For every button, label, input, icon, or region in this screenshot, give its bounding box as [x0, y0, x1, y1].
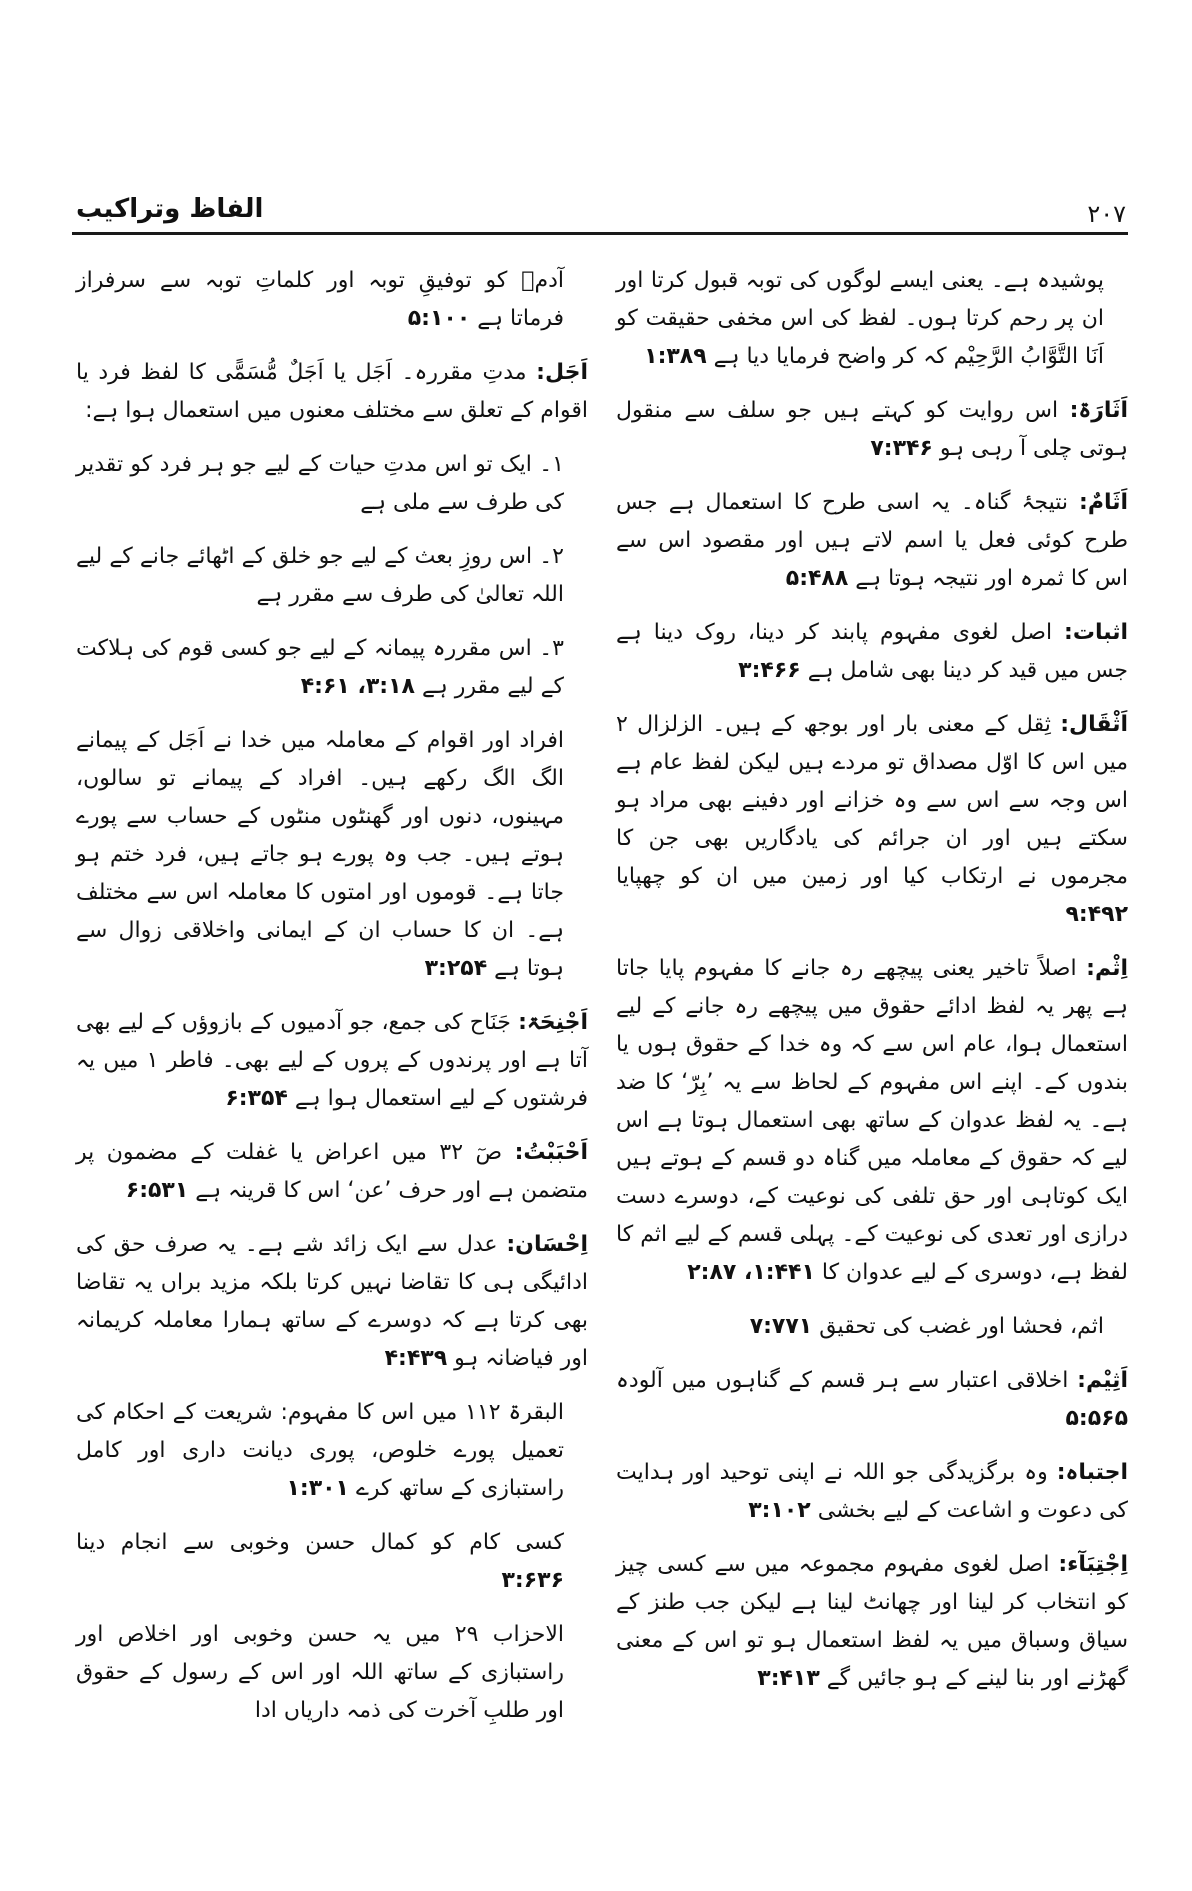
entry-reference: ۳:۱۸، ۴:۶۱ [300, 674, 415, 699]
entry-reference: ۳:۴۶۶ [738, 658, 801, 683]
entry-term: اَجْنِحَۃ: [518, 1010, 588, 1035]
entry-term: اَجَل: [536, 360, 588, 385]
entry-term: اجتباہ: [1056, 1460, 1129, 1485]
entry-text: اصل لغوی مفہوم مجموعہ میں سے کسی چیز کو انتخاب کر لینا اور چھانٹ لینا ہے لیکن جب طنز کے سیاق وسباق میں یہ لفظ استعمال ہو تو اس کے معنی گھڑنے اور بنا لینے کے ہو جائیں گے [616, 1552, 1128, 1691]
glossary-entry [616, 1454, 1128, 1530]
glossary-entry [616, 1362, 1128, 1438]
entry-term: اَثْقَال: [1060, 712, 1129, 737]
entry-term: اَحْبَبْتُ: [514, 1140, 589, 1165]
glossary-entry [76, 630, 588, 706]
left-column [76, 262, 588, 1746]
right-column [616, 262, 1128, 1714]
entry-reference: ۷:۷۷۱ [749, 1314, 813, 1339]
entry-text: نتیجۂ گناہ۔ یہ اسی طرح کا استعمال ہے جس طرح کوئی فعل یا اسم لاتے ہیں اور مقصود اس سے اس کا ثمرہ اور نتیجہ ہوتا ہے [616, 490, 1128, 591]
entry-reference: ۱:۳۸۹ [644, 344, 707, 369]
entry-text: پوشیدہ ہے۔ یعنی ایسے لوگوں کی توبہ قبول کرتا اور ان پر رحم کرتا ہوں۔ لفظ کی اس مخفی حقیقت کو اَنَا التَّوَّابُ الرَّحِیْم کہ کر واضح فرمایا دیا ہے [616, 268, 1104, 369]
glossary-entry [76, 1134, 588, 1210]
entry-text: اصل لغوی مفہوم پابند کر دینا، روک دینا ہے جس میں قید کر دینا بھی شامل ہے [616, 620, 1128, 683]
entry-text: البقرۃ ۱۱۲ میں اس کا مفہوم: شریعت کے احکام کی تعمیل پورے خلوص، پوری دیانت داری اور کامل راستبازی کے ساتھ کرے [76, 1400, 564, 1501]
entry-text: صٓ ۳۲ میں اعراض یا غفلت کے مضمون پر متضمن ہے اور حرف ’عن‘ اس کا قرینہ ہے [76, 1140, 588, 1203]
glossary-entry [76, 446, 588, 522]
glossary-entry [76, 1226, 588, 1378]
glossary-entry [616, 706, 1128, 934]
glossary-entry [76, 1394, 588, 1508]
entry-text: ۱۔ ایک تو اس مدتِ حیات کے لیے جو ہر فرد کو تقدیر کی طرف سے ملی ہے [76, 452, 564, 515]
glossary-entry [616, 614, 1128, 690]
entry-term: اثبات: [1064, 620, 1128, 645]
entry-reference: ۵:۴۸۸ [785, 566, 849, 591]
entry-text: وہ برگزیدگی جو اللہ نے اپنی توحید اور ہدایت کی دعوت و اشاعت کے لیے بخشی [616, 1460, 1128, 1523]
entry-reference: ۳:۱۰۲ [748, 1498, 811, 1523]
entry-term: اَثَارَۃ: [1069, 398, 1128, 423]
entry-reference: ۱:۴۴۱، ۲:۸۷ [687, 1260, 815, 1285]
glossary-entry [76, 1004, 588, 1118]
running-header [72, 192, 1128, 232]
glossary-entry [616, 950, 1128, 1292]
glossary-entry [76, 538, 588, 614]
glossary-entry [76, 1616, 588, 1730]
glossary-entry [616, 1308, 1128, 1346]
glossary-entry [616, 484, 1128, 598]
entry-reference: ۶:۵۳۱ [125, 1178, 189, 1203]
entry-text: کسی کام کو کمال حسن وخوبی سے انجام دینا [76, 1530, 564, 1555]
entry-reference: ۴:۴۳۹ [384, 1346, 448, 1371]
running-title: الفاظ وتراکیب [76, 194, 264, 224]
entry-text: ۳۔ اس مقررہ پیمانہ کے لیے جو کسی قوم کی ہلاکت کے لیے مقرر ہے [76, 636, 564, 699]
entry-text: جَنَاح کی جمع، جو آدمیوں کے بازوؤں کے لیے بھی آتا ہے اور پرندوں کے پروں کے لیے بھی۔ فاطر ۱ میں یہ فرشتوں کے لیے استعمال ہوا ہے [76, 1010, 588, 1111]
entry-text: ثِقل کے معنی بار اور بوجھ کے ہیں۔ الزلزال ۲ میں اس کا اوّل مصداق تو مردے ہیں لیکن لفظ عام ہے اس وجہ سے اس سے وہ خزانے اور دفینے بھی مراد ہو سکتے ہیں اور ان جرائم کی یادگاریں بھی جن کا مجرموں نے ارتکاب کیا اور زمین میں ان کو چھپایا [616, 712, 1128, 889]
entry-reference: ۵:۵۶۵ [1065, 1406, 1128, 1431]
header-rule [72, 232, 1128, 235]
entry-term: اِثْم: [1086, 956, 1128, 981]
entry-reference: ۱:۳۰۱ [286, 1476, 349, 1501]
entry-reference: ۹:۴۹۲ [1065, 902, 1128, 927]
entry-term: اَثَامٌ: [1079, 490, 1128, 515]
entry-text: اصلاً تاخیر یعنی پیچھے رہ جانے کا مفہوم پایا جاتا ہے پھر یہ لفظ ادائے حقوق میں پیچھے رہ جانے کے لیے استعمال ہوا، عام اس سے کہ وہ خدا کے حقوق ہوں یا بندوں کے۔ اپنے اس مفہوم کے لحاظ سے یہ ’بِرّ‘ کا ضد ہے۔ یہ لفظ عدوان کے ساتھ بھی استعمال ہوتا ہے اس لیے کہ حقوق کے معاملہ میں گناہ دو قسم کے ہوتے ہیں ایک کوتاہی اور حق تلفی کی نوعیت کے، دوسرے دست درازی اور تعدی کی نوعیت کے۔ پہلی قسم کے لیے اثم کا لفظ ہے، دوسری کے لیے عدوان کا [616, 956, 1128, 1285]
entry-term: اَثِیْم: [1077, 1368, 1128, 1393]
glossary-entry [76, 722, 588, 988]
glossary-entry [616, 1546, 1128, 1698]
entry-text: مدتِ مقررہ۔ اَجَل یا اَجَلٌ مُّسَمًّی کا لفظ فرد یا اقوام کے تعلق سے مختلف معنوں میں استعمال ہوا ہے: [76, 360, 588, 423]
entry-reference: ۵:۱۰۰ [407, 306, 471, 331]
glossary-entry [616, 392, 1128, 468]
glossary-entry [76, 1524, 588, 1600]
entry-term: اِجْتِبَآء: [1058, 1552, 1128, 1577]
entry-text: اس روایت کو کہتے ہیں جو سلف سے منقول ہوتی چلی آ رہی ہو [616, 398, 1128, 461]
entry-text: اثم، فحشا اور غضب کی تحقیق [819, 1314, 1104, 1339]
entry-reference: ۷:۳۴۶ [870, 436, 933, 461]
entry-text: افراد اور اقوام کے معاملہ میں خدا نے اَجَل کے پیمانے الگ الگ رکھے ہیں۔ افراد کے پیمانے تو سالوں، مہینوں، دنوں اور گھنٹوں منٹوں کے حساب سے پورے ہوتے ہیں۔ جب وہ پورے ہو جاتے ہیں، فرد ختم ہو جاتا ہے۔ قوموں اور امتوں کا معاملہ اس سے مختلف ہے۔ ان کا حساب ان کے ایمانی واخلاقی زوال سے ہوتا ہے [76, 728, 564, 981]
entry-reference: ۳:۴۱۳ [757, 1666, 820, 1691]
entry-reference: ۶:۳۵۴ [225, 1086, 288, 1111]
page-number: ۲۰۷ [1087, 200, 1126, 228]
entry-text: آدمؑ کو توفیقِ توبہ اور کلماتِ توبہ سے سرفراز فرماتا ہے [76, 268, 564, 331]
glossary-entry [616, 262, 1128, 376]
entry-reference: ۳:۶۳۶ [501, 1568, 564, 1593]
entry-text: ۲۔ اس روزِ بعث کے لیے جو خلق کے اٹھائے جانے کے لیے اللہ تعالیٰ کی طرف سے مقرر ہے [76, 544, 564, 607]
glossary-entry [76, 354, 588, 430]
entry-text: عدل سے ایک زائد شے ہے۔ یہ صرف حق کی ادائیگی ہی کا تقاضا نہیں کرتا بلکہ مزید براں یہ تقاضا بھی کرتا ہے کہ دوسرے کے ساتھ ہمارا معاملہ کریمانہ اور فیاضانہ ہو [76, 1232, 588, 1371]
entry-term: اِحْسَان: [506, 1232, 588, 1257]
entry-reference: ۳:۲۵۴ [424, 956, 488, 981]
entry-text: الاحزاب ۲۹ میں یہ حسن وخوبی اور اخلاص اور راستبازی کے ساتھ اللہ اور اس کے رسول کے حقوق اور طلبِ آخرت کی ذمہ داریاں ادا [76, 1622, 564, 1723]
glossary-entry [76, 262, 588, 338]
entry-text: اخلاقی اعتبار سے ہر قسم کے گناہوں میں آلودہ [616, 1368, 1069, 1393]
